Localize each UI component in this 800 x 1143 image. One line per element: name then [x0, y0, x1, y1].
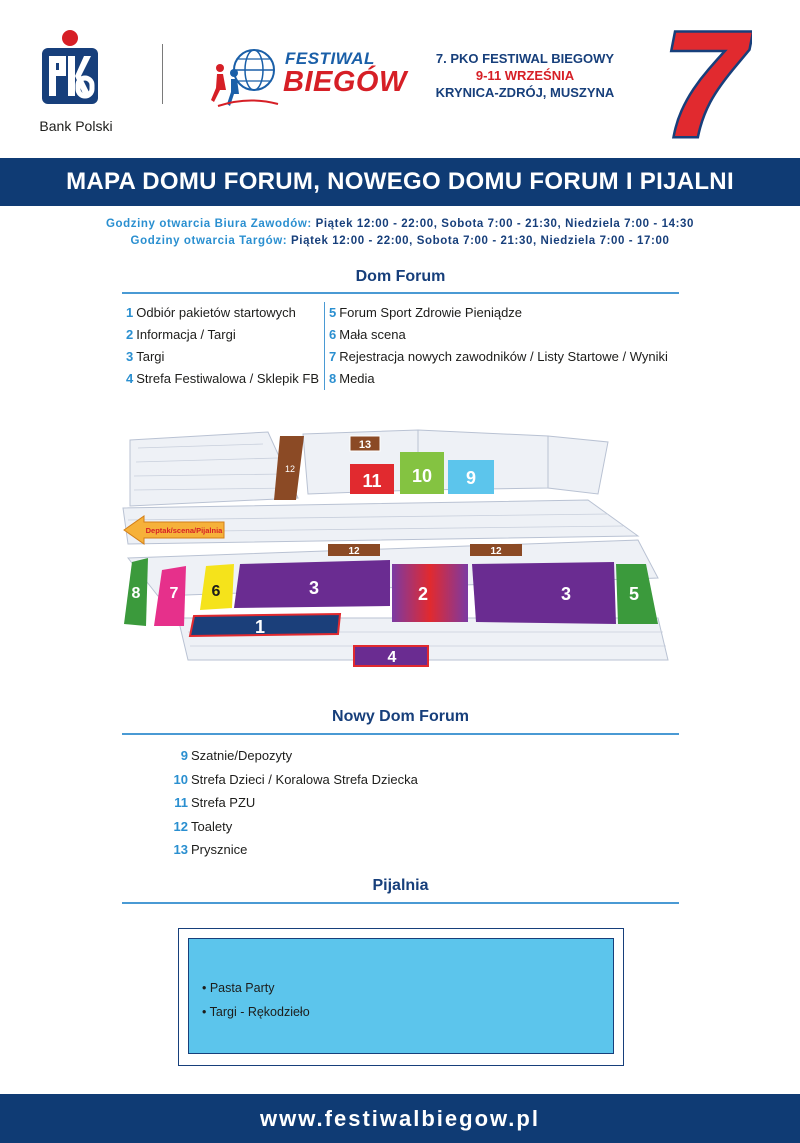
legend-item: [126, 368, 319, 390]
zone-label-6: 6: [211, 583, 221, 600]
zone-label-13: 13: [358, 439, 372, 451]
pijalnia-rule: [122, 902, 679, 904]
pijalnia-list: [202, 976, 310, 1024]
hours-office-value: Piątek 12:00 - 22:00, Sobota 7:00 - 21:30, Niedziela 7:00 - 14:30: [315, 218, 695, 230]
legend-item: [168, 768, 418, 792]
zone-label-1: 1: [254, 617, 266, 637]
zone-label-12a: 12: [284, 464, 296, 474]
dom-forum-legend-left: [126, 302, 319, 390]
fb-logo-word-biegow: BIEGÓW: [283, 66, 407, 98]
zone-label-3b: 3: [560, 584, 572, 604]
event-location: KRYNICA-ZDRÓJ, MUSZYNA: [435, 85, 615, 100]
legend-text: Toalety: [191, 818, 233, 834]
legend-text: Prysznice: [191, 842, 248, 857]
zone-label-9: 9: [465, 468, 477, 488]
zone-label-5: 5: [628, 584, 640, 604]
title-band: [0, 158, 800, 206]
legend-item: [329, 368, 668, 390]
legend-item: [329, 302, 668, 324]
bank-polski-text: Bank Polski: [39, 118, 113, 134]
legend-num: 12: [173, 818, 188, 834]
pko-bank-logo-icon: [38, 28, 102, 108]
legend-item: [126, 302, 319, 324]
legend-num: 1: [126, 305, 134, 320]
legend-column-divider: [324, 302, 325, 390]
legend-num: 10: [173, 771, 188, 787]
legend-item: [168, 815, 418, 839]
legend-text: Strefa Festiwalowa / Sklepik FB: [136, 371, 320, 386]
legend-num: 7: [329, 349, 337, 364]
zone-label-2: 2: [417, 584, 429, 604]
legend-num: 13: [173, 842, 188, 857]
legend-text: Odbiór pakietów startowych: [136, 305, 296, 320]
header-divider: [162, 44, 163, 104]
nowy-dom-forum-heading: Nowy Dom Forum: [332, 708, 469, 725]
legend-text: Rejestracja nowych zawodników / Listy Startowe / Wyniki: [339, 349, 668, 364]
legend-item: [168, 791, 418, 815]
zone-label-12b: 12: [348, 546, 360, 557]
nowy-dom-forum-rule: [122, 733, 679, 735]
event-info: [410, 50, 640, 101]
zone-2-information: [392, 564, 468, 622]
legend-item: [329, 324, 668, 346]
legend-text: Mała scena: [339, 327, 406, 342]
edition-number-seven: [652, 24, 752, 144]
zone-label-4: 4: [387, 649, 397, 666]
legend-text: Media: [339, 371, 375, 386]
event-dates: 9-11 WRZEŚNIA: [475, 68, 575, 83]
legend-item: [329, 346, 668, 368]
venue-map: [118, 428, 678, 678]
zone-label-3a: 3: [308, 578, 320, 598]
legend-num: 6: [329, 327, 337, 342]
legend-item: [168, 744, 418, 768]
legend-num: 2: [126, 327, 134, 342]
legend-item: [126, 324, 319, 346]
legend-text: Informacja / Targi: [136, 327, 236, 342]
legend-num: 4: [126, 371, 134, 386]
legend-item: [168, 838, 418, 862]
dom-forum-rule: [122, 292, 679, 294]
legend-item: [126, 346, 319, 368]
legend-text: Szatnie/Depozyty: [191, 748, 293, 763]
event-name: 7. PKO FESTIWAL BIEGOWY: [435, 51, 615, 66]
dom-forum-legend-right: [329, 302, 668, 390]
fb-logo-word-festiwal: FESTIWAL: [285, 49, 375, 68]
zone-label-11: 11: [362, 471, 382, 491]
dom-forum-heading: Dom Forum: [355, 268, 446, 285]
arrow-label: Deptak/scena/Pijalnia: [145, 526, 223, 535]
header: [0, 0, 800, 158]
hours-fair-value: Piątek 12:00 - 22:00, Sobota 7:00 - 21:30, Niedziela 7:00 - 17:00: [291, 235, 670, 247]
legend-num: 9: [180, 748, 188, 763]
nowy-dom-forum-legend: [168, 744, 418, 862]
hours-fair-label: Godziny otwarcia Targów:: [130, 235, 288, 247]
opening-hours: [0, 216, 800, 250]
legend-num: 5: [329, 305, 337, 320]
zone-label-10: 10: [411, 466, 433, 486]
hours-office: [0, 216, 800, 233]
zone-label-7: 7: [169, 585, 179, 602]
legend-text: Targi: [136, 349, 165, 364]
big-number-seven: 7: [662, 24, 746, 144]
pijalnia-heading: Pijalnia: [372, 877, 429, 894]
zone-label-12c: 12: [490, 546, 502, 557]
legend-num: 3: [126, 349, 134, 364]
zone-label-8: 8: [131, 585, 141, 602]
zone-3-fair-east: [472, 562, 616, 624]
legend-text: Strefa PZU: [191, 795, 256, 810]
hours-office-label: Godziny otwarcia Biura Zawodów:: [105, 218, 312, 230]
hours-fair: [0, 233, 800, 250]
pijalnia-item-crafts: • Targi - Rękodzieło: [202, 1005, 310, 1019]
website-link[interactable]: www.festiwalbiegow.pl: [260, 1106, 540, 1131]
legend-text: Strefa Dzieci / Koralowa Strefa Dziecka: [191, 771, 418, 787]
page-title: MAPA DOMU FORUM, NOWEGO DOMU FORUM I PIJALNI: [66, 168, 734, 195]
footer: [0, 1094, 800, 1143]
legend-num: 11: [174, 795, 188, 810]
legend-text: Forum Sport Zdrowie Pieniądze: [339, 305, 523, 320]
pijalnia-item-pasta-party: • Pasta Party: [202, 981, 275, 995]
legend-num: 8: [329, 371, 337, 386]
